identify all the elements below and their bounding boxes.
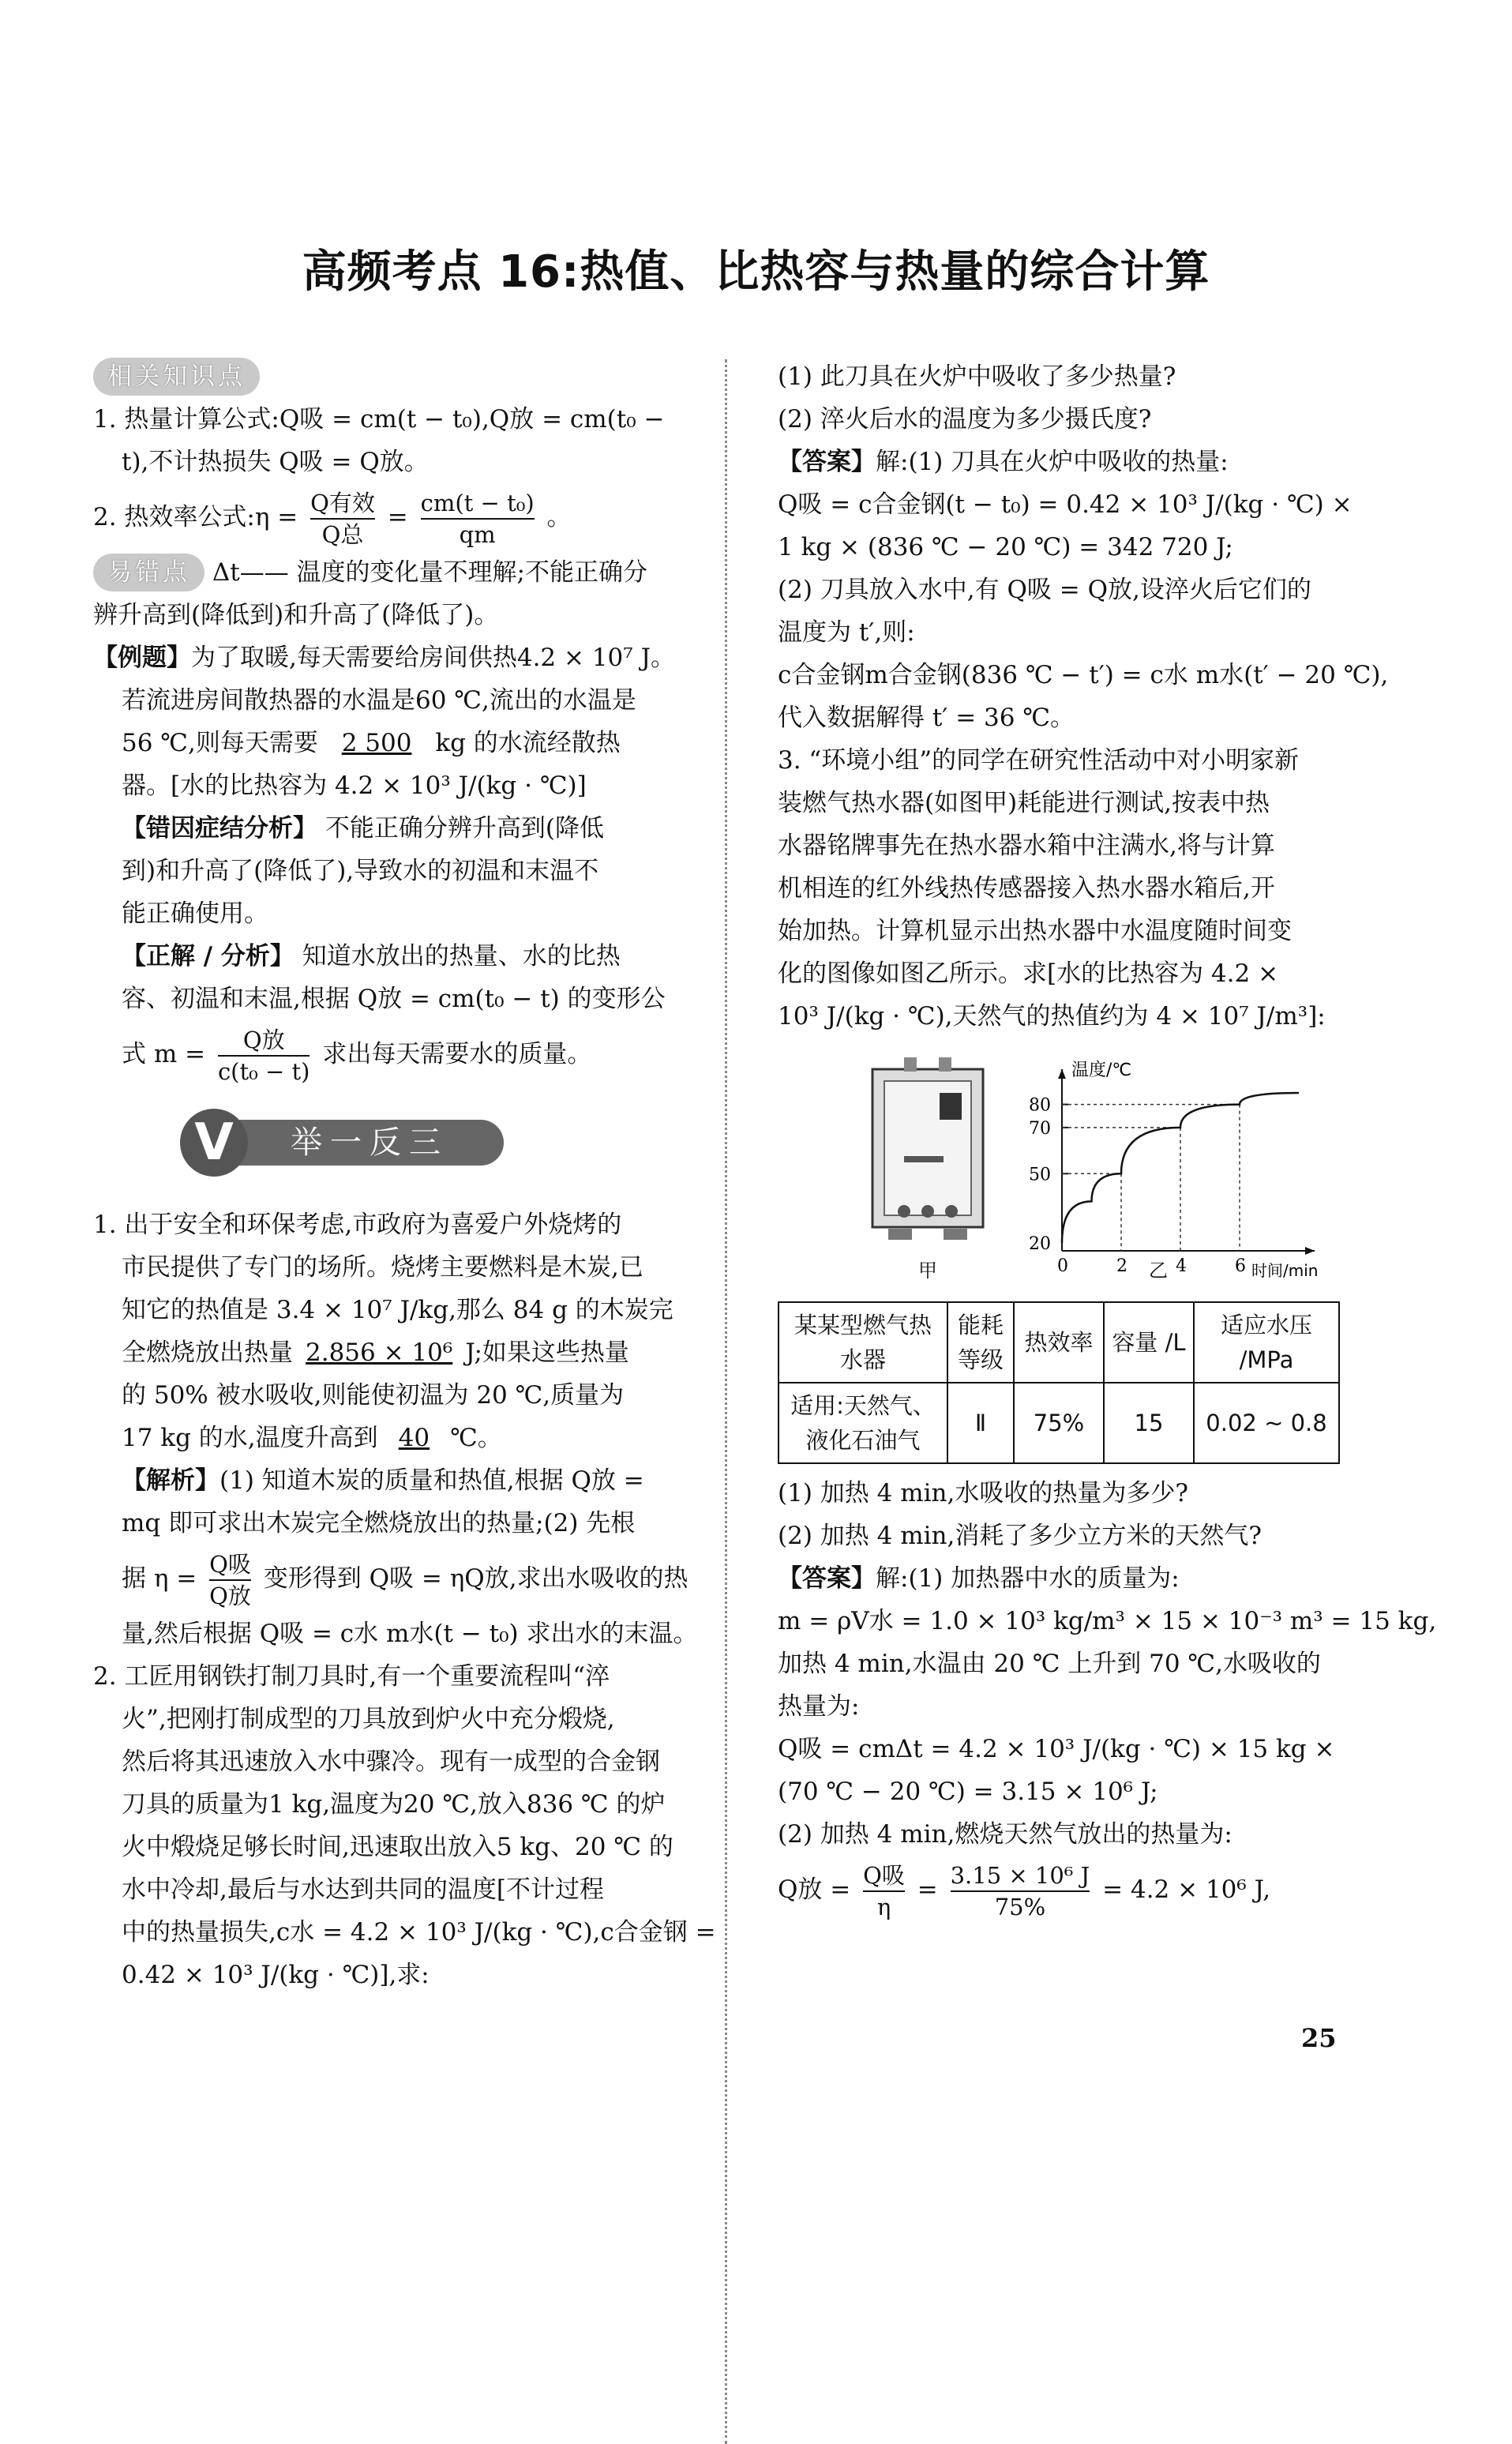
q2-answer-line-6: c合金钢m合金钢(836 ℃ − t′) = c水 m水(t′ − 20 ℃), [778,661,1389,689]
q3-line-7: 10³ J/(kg · ℃),天然气的热值约为 4 × 10⁷ J/m³]: [778,1002,1326,1031]
figure-label-b: 乙 [1149,1260,1168,1282]
q2-answer-line-4: (2) 刀具放入水中,有 Q吸 = Q放,设淬火后它们的 [778,576,1311,604]
q2-line-4: 刀具的质量为1 kg,温度为20 ℃,放入836 ℃ 的炉 [122,1790,666,1819]
practice-banner: 举一反三 V [180,1109,512,1180]
solution-line-2: 容、初温和末温,根据 Q放 = cm(t₀ − t) 的变形公 [122,985,666,1013]
v-icon: V [180,1109,248,1177]
table-cell: 15 [1104,1383,1194,1463]
q3-answer-line-2: m = ρV水 = 1.0 × 10³ kg/m³ × 15 × 10⁻³ m³ = 15 kg, [778,1607,1437,1635]
y-axis-label: 温度/℃ [1071,1061,1132,1080]
table-header-cell: 容量 /L [1104,1302,1194,1383]
knowledge-1-line-1: 1. 热量计算公式:Q吸 = cm(t − t₀),Q放 = cm(t₀ − [93,405,665,434]
column-divider [725,359,727,2444]
table-cell: Ⅱ [947,1383,1014,1463]
badge-knowledge: 相关知识点 [93,358,260,396]
q3-line-1: 3. “环境小组”的同学在研究性活动中对小明家新 [778,746,1300,775]
q2-line-7: 中的热量损失,c水 = 4.2 × 10³ J/(kg · ℃),c合金钢 = [122,1918,716,1947]
page-number: 25 [1301,2023,1337,2053]
table-cell: 75% [1014,1383,1104,1463]
q1-line-6: 17 kg 的水,温度升高到 40 ℃。 [122,1424,502,1452]
temperature-chart [1015,1053,1346,1290]
q2-line-1: 2. 工匠用钢铁打制刀具时,有一个重要流程叫“淬 [93,1662,610,1691]
table-row [779,1383,1339,1463]
q3-sub-1: (1) 加热 4 min,水吸收的热量为多少? [778,1479,1188,1507]
solution-label: 【正解 / 分析】 [122,942,295,970]
y-tick-label: 80 [1029,1095,1051,1116]
efficiency-fraction-2: $\frac{\text{cm(t − t₀)}}{qm}$ [420,489,535,548]
q1-answer-2: 40 [398,1424,430,1452]
q2-answer-line-2: Q吸 = c合金钢(t − t₀) = 0.42 × 10³ J/(kg · ℃) × [778,490,1353,519]
q1-line-4: 全燃烧放出热量 2.856 × 10⁶ J;如果这些热量 [122,1338,629,1367]
q2-sub-1: (1) 此刀具在火炉中吸收了多少热量? [778,362,1176,391]
q1-analysis-line-4: 量,然后根据 Q吸 = c水 m水(t − t₀) 求出水的末温。 [122,1620,698,1648]
water-heater-icon [857,1053,999,1243]
q3-answer-line-4: 热量为: [778,1692,860,1721]
table-header-cell: 某某型燃气热水器 [779,1302,947,1383]
q3-line-2: 装燃气热水器(如图甲)耗能进行测试,按表中热 [778,789,1270,817]
q1-fraction: $\frac{\text{Q吸}}{\text{Q放}}$ [209,1550,251,1609]
q2-answer-line-5: 温度为 t′,则: [778,618,915,647]
spec-table [778,1301,1340,1464]
q3-answer-label: 【答案】 [778,1564,876,1593]
table-header-row [779,1302,1339,1383]
x-tick-label: 6 [1235,1256,1246,1276]
left-column: 相关知识点 1. 热量计算公式:Q吸 = cm(t − t₀),Q放 = cm(t₀ − t),不计热损失 Q吸 = Q放。 2. 热效率公式:η = $\frac{\text{Q有效}}{\text{Q总}}$ = $\frac{\text{cm(t − t₀)}}{qm}$ 。 易错点 Δt—— 温度的变化量不理解;不能正确分 辨升高到(降低到)和升高了(降低了)。 【例题】为了取暖,每天需要给房间供热4.2 × 10⁷ J。 若流进房间散热器的水温是60 ℃,流出的水温是 56 ℃,则每天需要 2 500 kg 的水流经散热 器。[水的比热容为 4.2 × 10³ J/(kg · ℃)] 【错因症结分析】 不能正确分辨升高到(降低 到)和升高了(降低了),导致水的初温和末温不 能正确使用。 【正解 / 分析】 知道水放出的热量、水的比热 容、初温和末温,根据 Q放 = cm(t₀ − t) 的变形公 式 m = $\frac{\text{Q放}}{\text{c(t₀ − t)}}$ 求出每天需要水的质量。 举一反三 V 1. 出于安全和环保考虑,市政府为喜爱户外烧烤的 市民提供了专门的场所。烧烤主要燃料是木炭,已 知它的热值是 3.4 × 10⁷ J/kg,那么 84 g 的木炭完 全燃烧放出热量 2.856 × 10⁶ J;如果这些热量 的 50% 被水吸收,则能使初温为 20 ℃,质量为 17 kg 的水,温度升高到 40 ℃。 【解析】(1) 知道木炭的质量和热值,根据 Q放 = mq 即可求出木炭完全燃烧放出的热量;(2) 先根 据 η = $\frac{\text{Q吸}}{\text{Q放}}$ 变形得到 Q吸 = ηQ放,求出水吸收的热 量,然后根据 Q吸 = c水 m水(t − t₀) 求出水的末温。 2. 工匠用钢铁打制刀具时,有一个重要流程叫“淬 火”,把刚打制成型的刀具放到炉火中充分煅烧, 然后将其迅速放入水中骤冷。现有一成型的合金钢 刀具的质量为1 kg,温度为20 ℃,放入836 ℃ 的炉 火中煅烧足够长时间,迅速取出放入5 kg、20 ℃ 的 水中冷却,最后与水达到共同的温度[不计过程 中的热量损失,c水 = 4.2 × 10³ J/(kg · ℃),c合金钢 = 0.42 × 10³ J/(kg · ℃)],求: [93,355,703,1996]
analysis-line-2: 到)和升高了(降低了),导致水的初温和末温不 [122,857,599,885]
y-tick-label: 50 [1029,1165,1051,1185]
example-line-3: 56 ℃,则每天需要 2 500 kg 的水流经散热 [122,729,621,757]
q3-fraction-1: $\frac{\text{Q吸}}{\eta}$ [863,1861,905,1920]
solution-line-3: 式 m = $\frac{\text{Q放}}{\text{c(t₀ − t)}}$ 求出每天需要水的质量。 [122,1026,592,1085]
x-tick-label: 0 [1057,1256,1068,1276]
analysis-label: 【错因症结分析】 [122,814,317,843]
page-title: 高频考点 16:热值、比热容与热量的综合计算 [302,246,1210,298]
q1-answer-1: 2.856 × 10⁶ [306,1338,453,1367]
q3-line-4: 机相连的红外线热传感器接入热水器水箱后,开 [778,874,1275,903]
mass-fraction: $\frac{\text{Q放}}{\text{c(t₀ − t)}}$ [217,1026,310,1085]
table-cell: 适用:天然气、液化石油气 [779,1383,947,1463]
q1-line-3: 知它的热值是 3.4 × 10⁷ J/kg,那么 84 g 的木炭完 [122,1296,673,1324]
q2-answer-line-3: 1 kg × (836 ℃ − 20 ℃) = 342 720 J; [778,533,1233,561]
knowledge-1-line-2: t),不计热损失 Q吸 = Q放。 [122,448,429,476]
q1-line-5: 的 50% 被水吸收,则能使初温为 20 ℃,质量为 [122,1381,625,1410]
error-line-1: Δt—— 温度的变化量不理解;不能正确分 [212,558,648,587]
q1-analysis-line-3: 据 η = $\frac{\text{Q吸}}{\text{Q放}}$ 变形得到 Q吸 = ηQ放,求出水吸收的热 [122,1550,688,1609]
example-line-1: 为了取暖,每天需要给房间供热4.2 × 10⁷ J。 [191,644,675,672]
q2-answer-label: 【答案】 [778,448,876,476]
table-header-cell: 适应水压 /MPa [1194,1302,1339,1383]
knowledge-2: 2. 热效率公式:η = $\frac{\text{Q有效}}{\text{Q总}}$ = $\frac{\text{cm(t − t₀)}}{qm}$ 。 [93,489,572,548]
q3-answer-last: Q放 = $\frac{\text{Q吸}}{\eta}$ = $\frac{\text{3.15 × 10⁶ J}}{75\%}$ = 4.2 × 10⁶ J, [778,1861,1271,1920]
q2-line-8: 0.42 × 10³ J/(kg · ℃)],求: [122,1961,430,1989]
y-axis-arrow [1058,1069,1066,1079]
table-header-cell: 热效率 [1014,1302,1104,1383]
q3-answer-line-7: (2) 加热 4 min,燃烧天然气放出的热量为: [778,1820,1232,1849]
figures [778,1053,1358,1290]
example-line-4: 器。[水的比热容为 4.2 × 10³ J/(kg · ℃)] [122,771,587,800]
x-tick-label: 4 [1176,1256,1187,1276]
q1-analysis-line-2: mq 即可求出木炭完全燃烧放出的热量;(2) 先根 [122,1509,636,1537]
q2-line-3: 然后将其迅速放入水中骤冷。现有一成型的合金钢 [122,1748,660,1776]
figure-label-a: 甲 [918,1260,937,1282]
q2-line-5: 火中煅烧足够长时间,迅速取出放入5 kg、20 ℃ 的 [122,1833,673,1861]
x-axis-label: 时间/min [1251,1261,1319,1280]
q3-line-5: 始加热。计算机显示出热水器中水温度随时间变 [778,917,1292,945]
q3-answer-line-5: Q吸 = cmΔt = 4.2 × 10³ J/(kg · ℃) × 15 kg × [778,1735,1335,1763]
q1-analysis-label: 【解析】 [122,1466,219,1495]
q2-line-6: 水中冷却,最后与水达到共同的温度[不计过程 [122,1875,604,1904]
example-label: 【例题】 [93,644,191,672]
q3-line-3: 水器铭牌事先在热水器水箱中注满水,将与计算 [778,832,1275,860]
y-tick-label: 70 [1029,1118,1051,1139]
q3-answer-line-3: 加热 4 min,水温由 20 ℃ 上升到 70 ℃,水吸收的 [778,1650,1321,1678]
y-tick-label: 20 [1029,1234,1051,1254]
q3-sub-2: (2) 加热 4 min,消耗了多少立方米的天然气? [778,1522,1262,1550]
error-line-2: 辨升高到(降低到)和升高了(降低了)。 [93,601,499,629]
q1-line-2: 市民提供了专门的场所。烧烤主要燃料是木炭,已 [122,1253,643,1282]
example-answer: 2 500 [341,729,412,757]
q3-answer-line-6: (70 ℃ − 20 ℃) = 3.15 × 10⁶ J; [778,1778,1158,1806]
table-header-cell: 能耗等级 [947,1302,1014,1383]
table-cell: 0.02 ~ 0.8 [1194,1383,1339,1463]
q1-line-1: 1. 出于安全和环保考虑,市政府为喜爱户外烧烤的 [93,1211,622,1239]
q2-answer-line-7: 代入数据解得 t′ = 36 ℃。 [778,704,1075,732]
badge-error: 易错点 [93,554,204,591]
q3-line-6: 化的图像如图乙所示。求[水的比热容为 4.2 × [778,959,1279,988]
q2-sub-2: (2) 淬火后水的温度为多少摄氏度? [778,405,1152,434]
x-tick-label: 2 [1116,1256,1127,1276]
q2-line-2: 火”,把刚打制成型的刀具放到炉火中充分煅烧, [122,1705,615,1733]
analysis-line-3: 能正确使用。 [122,899,268,928]
example-line-2: 若流进房间散热器的水温是60 ℃,流出的水温是 [122,686,636,715]
x-axis-arrow [1305,1247,1315,1255]
efficiency-fraction: $\frac{\text{Q有效}}{\text{Q总}}$ [310,489,375,548]
q3-fraction-2: $\frac{\text{3.15 × 10⁶ J}}{75\%}$ [950,1861,1090,1920]
right-column: (1) 此刀具在火炉中吸收了多少热量? (2) 淬火后水的温度为多少摄氏度? 【答案】解:(1) 刀具在火炉中吸收的热量: Q吸 = c合金钢(t − t₀) = 0.42 × 10³ J/(kg · ℃) × 1 kg × (836 ℃ − 20 ℃) = 342 720 J; (2) 刀具放入水中,有 Q吸 = Q放,设淬火后它们的 温度为 t′,则: c合金钢m合金钢(836 ℃ − t′) = c水 m水(t′ − 20 ℃), 代入数据解得 t′ = 36 ℃。 3. “环境小组”的同学在研究性活动中对小明家新 装燃气热水器(如图甲)耗能进行测试,按表中热 水器铭牌事先在热水器水箱中注满水,将与计算 机相连的红外线热传感器接入热水器水箱后,开 始加热。计算机显示出热水器中水温度随时间变 化的图像如图乙所示。求[水的比热容为 4.2 × 10³ J/(kg · ℃),天然气的热值约为 4 × 10⁷ J/m³]: 甲 温度/℃ 时间/min 0 2 4 6 20 50 70 80 乙 某某型燃气热水器 能耗等级 热效率 容量 /L 适应水压 /MPa 适用:天然气、液化石油气 Ⅱ 75% 15 0.02 ~ 0.8 (1) 加热 4 min,水吸收的热量为多少? (2) 加热 4 min,消耗了多少立方米的天然气? 【答案】解:(1) 加热器中水的质量为: m = ρV水 = 1.0 × 10³ kg/m³ × 15 × 10⁻³ m³ = 15 kg, 加热 4 min,水温由 20 ℃ 上升到 70 ℃,水吸收的 热量为: Q吸 = cmΔt = 4.2 × 10³ J/(kg · ℃) × 15 kg × (70 ℃ − 20 ℃) = 3.15 × 10⁶ J; (2) 加热 4 min,燃烧天然气放出的热量为: Q放 = $\frac{\text{Q吸}}{\eta}$ = $\frac{\text{3.15 × 10⁶ J}}{75\%}$ = 4.2 × 10⁶ J, [778,355,1358,1924]
